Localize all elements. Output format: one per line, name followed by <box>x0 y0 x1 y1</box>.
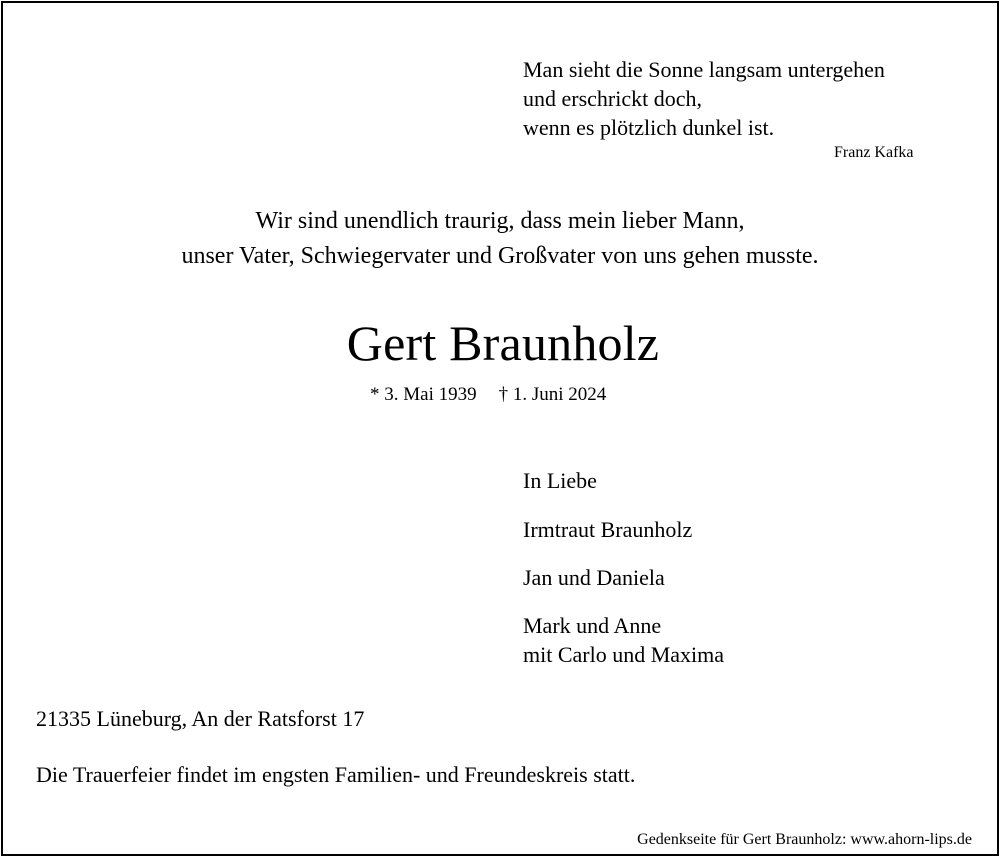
family-child-2 <box>523 611 724 669</box>
birth-date: * 3. Mai 1939 <box>370 384 477 405</box>
quote-author: Franz Kafka <box>834 144 914 161</box>
family-child-2-line-1: Mark und Anne <box>523 613 662 638</box>
obituary-notice <box>1 1 999 856</box>
intro-line-1: Wir sind unendlich traurig, dass mein lieber Mann, <box>255 208 745 234</box>
memorial-page-link[interactable]: Gedenkseite für Gert Braunholz: www.ahorn-lips.de <box>637 831 972 848</box>
kafka-quote <box>523 55 885 142</box>
intro-text <box>3 204 997 274</box>
life-dates <box>370 384 606 406</box>
quote-line-1: Man sieht die Sonne langsam untergehen <box>523 57 885 82</box>
family-wife: Irmtraut Braunholz <box>523 517 693 542</box>
in-love-label: In Liebe <box>523 468 597 493</box>
quote-line-3: wenn es plötzlich dunkel ist. <box>523 115 775 140</box>
address: 21335 Lüneburg, An der Ratsforst 17 <box>36 706 365 731</box>
family-child-1: Jan und Daniela <box>523 565 665 590</box>
deceased-name: Gert Braunholz <box>346 315 660 371</box>
ceremony-note: Die Trauerfeier findet im engsten Familien- und Freundeskreis statt. <box>36 762 636 787</box>
quote-line-2: und erschrickt doch, <box>523 86 702 111</box>
family-child-2-line-2: mit Carlo und Maxima <box>523 642 725 667</box>
death-date: † 1. Juni 2024 <box>498 384 607 405</box>
intro-line-2: unser Vater, Schwiegervater und Großvater von uns gehen musste. <box>181 243 819 269</box>
